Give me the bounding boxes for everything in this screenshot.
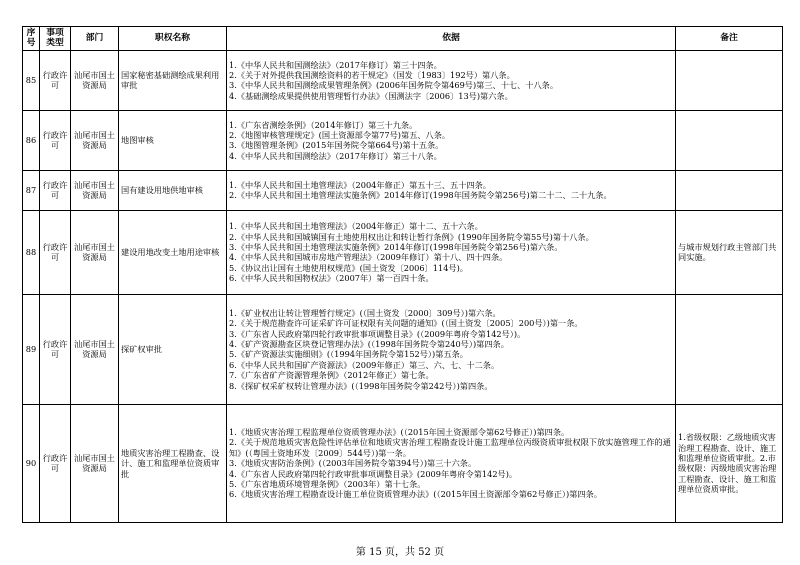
basis-line: 4.《矿产资源勘查区块登记管理办法》(（1998年国务院令第240号）)第四条。 (229, 338, 509, 349)
row-basis (227, 404, 676, 522)
header-row (23, 27, 783, 51)
basis-line: 5.《协议出让国有土地使用权规范》(国土资发〔2006〕114号)。 (229, 262, 468, 273)
basis-line: 3.《地质灾害防治条例》(（2003年国务院令第394号）)第三十六条。 (229, 458, 477, 469)
row-type: 行政许可 (40, 110, 71, 170)
table-row (23, 294, 783, 404)
row-basis (227, 294, 676, 404)
row-type: 行政许可 (40, 404, 71, 522)
row-basis (227, 170, 676, 210)
basis-line: 1.《中华人民共和国土地管理法》（2004年修正）第五十三、五十四条。 (229, 179, 491, 190)
basis-line: 3.《中华人民共和国土地管理法实施条例》2014年修订(1998年国务院令第256号)第六条。 (229, 241, 563, 252)
row-dept: 汕尾市国土资源局 (71, 404, 119, 522)
basis-line: 1.《矿业权出让转让管理暂行规定》(（国土资发〔2000〕309号）)第六条。 (229, 307, 501, 318)
header-dept: 部门 (71, 27, 119, 51)
table-row (23, 110, 783, 170)
header-name: 职权名称 (119, 27, 227, 51)
basis-line: 2.《关于对外提供我国测绘资料的若干规定》（国发〔1983〕192号）第八条。 (229, 69, 515, 80)
basis-line: 3.《广东省人民政府第四轮行政审批事项调整目录》(（2009年粤府令第142号）)。 (229, 328, 526, 339)
row-name: 地图审核 (119, 110, 227, 170)
row-dept: 汕尾市国土资源局 (71, 170, 119, 210)
row-number: 87 (23, 170, 40, 210)
header-type: 事项类型 (40, 27, 71, 51)
row-number: 88 (23, 210, 40, 294)
row-dept: 汕尾市国土资源局 (71, 294, 119, 404)
row-name: 国家秘密基础测绘成果利用审批 (119, 50, 227, 110)
basis-line: 1.《地质灾害治理工程监理单位资质管理办法》(（2015年国土资源部令第62号修正）)第四条。 (229, 426, 570, 437)
authority-table (22, 26, 783, 523)
row-dept: 汕尾市国土资源局 (71, 210, 119, 294)
table-row (23, 210, 783, 294)
basis-line: 4.《基础测绘成果提供使用管理暂行办法》（国测法字〔2006〕13号)第六条。 (229, 90, 513, 101)
basis-line: 5.《矿产资源法实施细则》(（1994年国务院令第152号）)第五条。 (229, 349, 468, 360)
basis-line: 1.《中华人民共和国土地管理法》（2004年修正）第十二、五十六条。 (229, 221, 483, 232)
header-num: 序号 (23, 27, 40, 51)
basis-line: 2.《关于规范勘查许可证采矿许可证权限有关问题的通知》(（国土资发〔2005〕200号）)第一条。 (229, 318, 583, 329)
basis-line: 1.《中华人民共和国测绘法》（2017年修订）第三十四条。 (229, 59, 442, 70)
basis-line: 6.《中华人民共和国物权法》（2007年）第一百四十条。 (229, 273, 434, 284)
row-dept: 汕尾市国土资源局 (71, 110, 119, 170)
row-number: 89 (23, 294, 40, 404)
row-type: 行政许可 (40, 210, 71, 294)
basis-line: 4.《中华人民共和国城市房地产管理法》（2009年修订）第十八、四十四条。 (229, 252, 508, 263)
row-note (676, 294, 783, 404)
row-name: 国有建设用地供地审核 (119, 170, 227, 210)
basis-line: 7.《广东省矿产资源管理条例》（2012年修正）第七条。 (229, 370, 434, 381)
basis-line: 4.《中华人民共和国测绘法》（2017年修订）第三十八条。 (229, 150, 442, 161)
basis-line: 2.《地图审核管理规定》(国土资源部令第77号)第五、八条。 (229, 129, 451, 140)
row-name: 探矿权审批 (119, 294, 227, 404)
row-name: 建设用地改变土地用途审核 (119, 210, 227, 294)
page-footer: 第 15 页，共 52 页 (355, 547, 445, 558)
row-type: 行政许可 (40, 294, 71, 404)
basis-line: 3.《中华人民共和国测绘成果管理条例》(2006年国务院令第469号)第三、十七、十八条。 (229, 80, 559, 91)
row-type: 行政许可 (40, 170, 71, 210)
row-type: 行政许可 (40, 50, 71, 110)
row-note (676, 50, 783, 110)
basis-line: 5.《广东省地质环境管理条例》（2003年）第十七条。 (229, 478, 426, 489)
row-name: 地质灾害治理工程勘查、设计、施工和监理单位资质审批 (119, 404, 227, 522)
table-row (23, 170, 783, 210)
row-note (676, 110, 783, 170)
row-note (676, 170, 783, 210)
row-basis (227, 110, 676, 170)
row-number: 90 (23, 404, 40, 522)
basis-line: 2.《中华人民共和国土地管理法实施条例》2014年修订(1998年国务院令第256号)第二十二、二十九条。 (229, 190, 612, 201)
basis-line: 1.《广东省测绘条例》（2014年修订）第三十九条。 (229, 119, 418, 130)
row-number: 85 (23, 50, 40, 110)
table-row (23, 404, 783, 522)
basis-line: 3.《地图管理条例》(2015年国务院令第664号)第十五条。 (229, 140, 444, 151)
header-note: 备注 (676, 27, 783, 51)
basis-line: 2.《中华人民共和国城镇国有土地使用权出让和转让暂行条例》(1990年国务院令第55号)第十八条。 (229, 231, 594, 242)
header-basis: 依据 (227, 27, 676, 51)
basis-line: 6.《中华人民共和国矿产资源法》（2009年修正）第三、六、七、十二条。 (229, 359, 500, 370)
basis-line: 2.《关于规范地质灾害危险性评估单位和地质灾害治理工程勘查设计施工监理单位丙级资质审批权限下放实施管理工作的通知》(（粤国土资地环发〔2009〕544号）)第一条。 (229, 437, 671, 458)
row-basis (227, 210, 676, 294)
basis-line: 6.《地质灾害治理工程勘查设计施工单位资质管理办法》(（2015年国土资源部令第62号修正）)第四条。 (229, 489, 602, 500)
row-note: 与城市规划行政主管部门共同实施。 (676, 210, 783, 294)
row-dept: 汕尾市国土资源局 (71, 50, 119, 110)
row-number: 86 (23, 110, 40, 170)
row-note: 1.省级权限：乙级地质灾害治理工程勘查、设计、施工和监理单位资质审批。2.市级权限：丙级地质灾害治理工程勘查、设计、施工和监理单位资质审批。 (676, 404, 783, 522)
table-row (23, 50, 783, 110)
row-basis (227, 50, 676, 110)
basis-line: 8.《探矿权采矿权转让管理办法》(（1998年国务院令第242号）)第四条。 (229, 380, 493, 391)
basis-line: 4.《广东省人民政府第四轮行政审批事项调整目录》(2009年粤府令第142号)。 (229, 468, 518, 479)
